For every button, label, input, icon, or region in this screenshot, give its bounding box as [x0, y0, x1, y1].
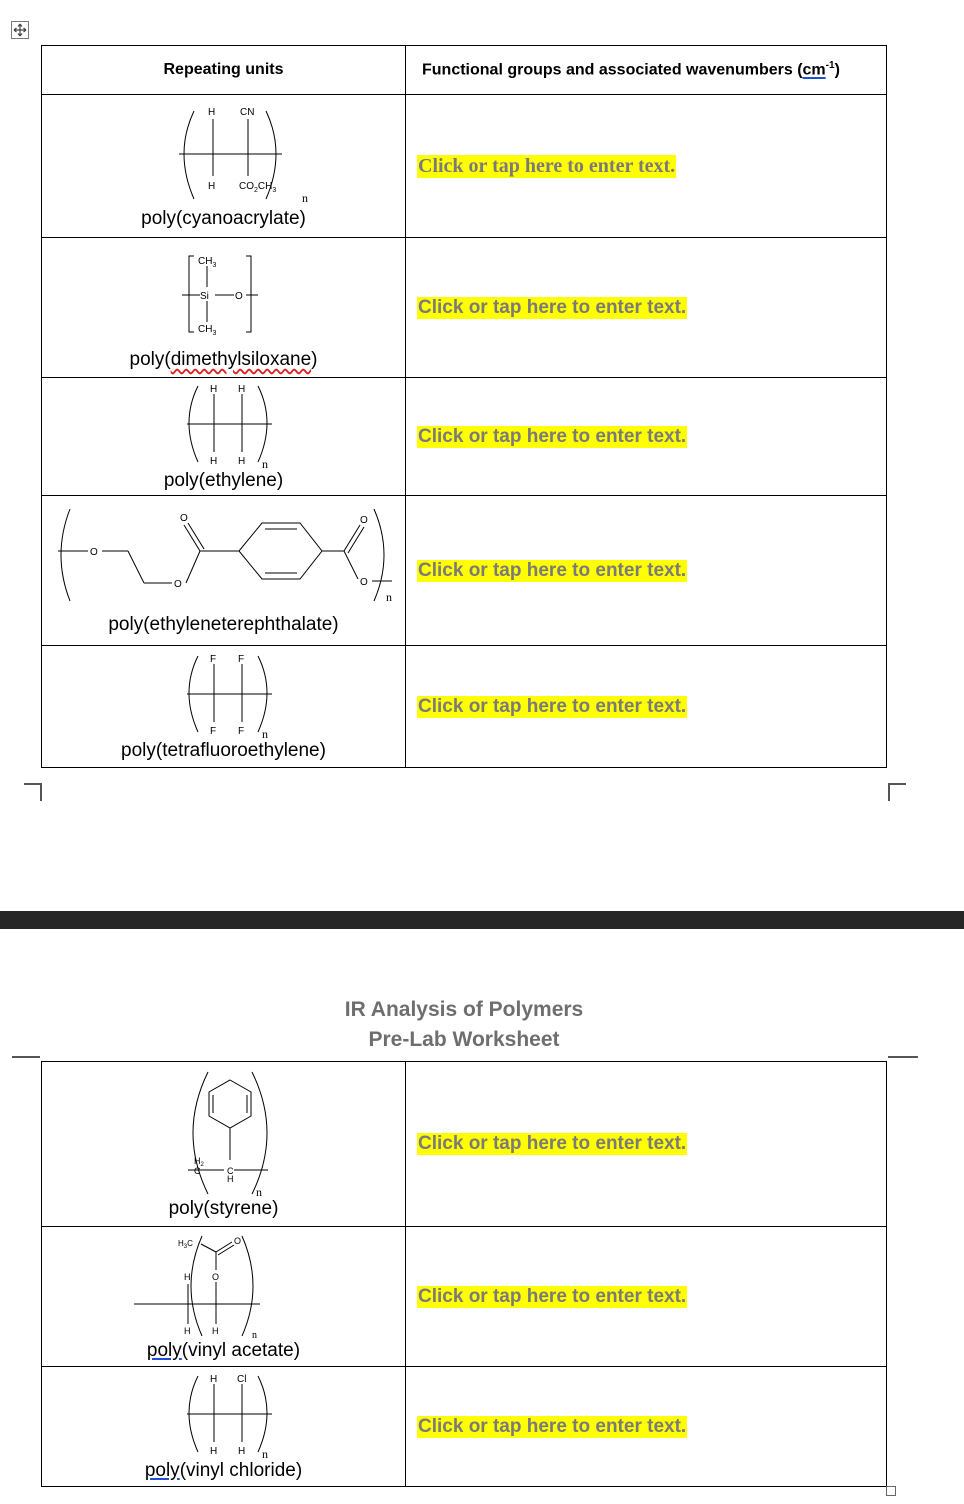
repeating-unit-cell — [42, 378, 406, 496]
atom-label: H — [209, 455, 217, 467]
polymer-name: poly(vinyl acetate) — [146, 1339, 301, 1361]
answer-cell[interactable] — [406, 378, 887, 496]
answer-cell[interactable] — [406, 1062, 887, 1227]
pvc-structure — [134, 1372, 314, 1460]
repeat-n: n — [301, 190, 308, 205]
polymer-table-1 — [41, 45, 887, 768]
polymer-name: poly(ethylene) — [163, 469, 284, 491]
atom-label: F — [209, 653, 216, 665]
atom-label: O — [173, 579, 182, 590]
answer-placeholder[interactable]: Click or tap here to enter text. — [418, 559, 687, 581]
table-resize-handle[interactable] — [886, 1486, 896, 1496]
atom-label: H — [207, 180, 215, 192]
atom-label: O — [359, 515, 368, 526]
atom-label: H — [237, 455, 245, 467]
atom-label: $H_2$ — [193, 1156, 204, 1168]
atom-label: F — [237, 725, 244, 737]
atom-label: H — [209, 1445, 217, 1457]
repeat-n: n — [385, 590, 392, 604]
atom-label: H — [183, 1325, 190, 1336]
header-repeating-units: Repeating units — [42, 46, 406, 95]
repeating-unit-cell — [42, 496, 406, 646]
repeat-n: n — [251, 1329, 257, 1340]
answer-cell[interactable] — [406, 238, 887, 378]
atom-label: H — [237, 383, 245, 395]
polystyrene-structure — [124, 1068, 324, 1198]
polymer-name: poly(ethyleneterephthalate) — [108, 614, 339, 635]
repeating-unit-cell — [42, 646, 406, 768]
crop-mark — [24, 783, 42, 801]
repeating-unit-cell — [42, 1227, 406, 1367]
atom-label: CN — [239, 106, 254, 118]
answer-placeholder[interactable]: Click or tap here to enter text. — [418, 154, 676, 177]
atom-label: O — [179, 513, 188, 524]
atom-label: $CH_3$ — [197, 324, 216, 337]
atom-label: H — [237, 1445, 245, 1457]
table-move-handle[interactable] — [11, 21, 29, 39]
repeat-n: n — [261, 726, 268, 740]
polyvinyl-acetate-structure — [114, 1232, 334, 1340]
polymer-name: poly(vinyl chloride) — [144, 1459, 303, 1481]
answer-cell[interactable] — [406, 646, 887, 768]
atom-label: H — [211, 1325, 218, 1336]
ptfe-structure — [134, 652, 314, 740]
atom-label: H — [209, 383, 217, 395]
crop-mark — [888, 783, 906, 801]
answer-cell[interactable] — [406, 95, 887, 238]
atom-label: $H_3C$ — [177, 1238, 193, 1250]
ethylene-structure — [134, 382, 314, 470]
answer-cell[interactable] — [406, 1367, 887, 1487]
answer-cell[interactable] — [406, 496, 887, 646]
atom-label: Si — [199, 291, 209, 302]
answer-placeholder[interactable]: Click or tap here to enter text. — [418, 695, 687, 717]
answer-placeholder[interactable]: Click or tap here to enter text. — [418, 1285, 687, 1307]
polymer-name: poly(cyanoacrylate) — [141, 207, 306, 229]
atom-label: O — [234, 291, 243, 302]
answer-placeholder[interactable]: Click or tap here to enter text. — [418, 1415, 687, 1437]
page-break — [0, 911, 964, 929]
atom-label: C — [193, 1166, 200, 1176]
atom-label: O — [89, 547, 98, 558]
atom-label: H — [207, 106, 215, 118]
repeating-unit-cell — [42, 1062, 406, 1227]
page-title: IR Analysis of Polymers — [344, 998, 584, 1021]
atom-label: $CO_2CH_3$ — [238, 180, 276, 194]
repeat-n: n — [261, 456, 268, 470]
crop-mark — [12, 1056, 40, 1062]
atom-label: F — [209, 725, 216, 737]
atom-label: Cl — [236, 1373, 246, 1385]
cyanoacrylate-structure — [114, 103, 334, 208]
move-arrows-icon — [13, 23, 27, 37]
answer-cell[interactable] — [406, 1227, 887, 1367]
crop-mark — [888, 1056, 918, 1062]
answer-placeholder[interactable]: Click or tap here to enter text. — [418, 296, 687, 318]
polymer-table-2 — [41, 1061, 887, 1487]
atom-label: H — [226, 1174, 233, 1184]
atom-label: C — [226, 1166, 233, 1176]
polymer-name: poly(styrene) — [168, 1198, 279, 1219]
atom-label: O — [233, 1235, 241, 1246]
repeating-unit-cell — [42, 95, 406, 238]
answer-placeholder[interactable]: Click or tap here to enter text. — [418, 1133, 687, 1154]
pet-structure — [44, 505, 404, 610]
atom-label: H — [183, 1271, 190, 1282]
repeat-n: n — [255, 1185, 262, 1198]
polymer-name: poly(tetrafluoroethylene) — [121, 739, 326, 761]
atom-label: $CH_3$ — [197, 256, 216, 269]
repeating-unit-cell — [42, 1367, 406, 1487]
repeat-n: n — [261, 1446, 268, 1460]
atom-label: F — [237, 653, 244, 665]
atom-label: O — [359, 577, 368, 588]
page-subtitle: Pre-Lab Worksheet — [368, 1028, 560, 1051]
polymer-name: poly(dimethylsiloxane) — [129, 349, 318, 370]
repeating-unit-cell — [42, 238, 406, 378]
atom-label: H — [209, 1373, 217, 1385]
answer-placeholder[interactable]: Click or tap here to enter text. — [418, 425, 687, 447]
dimethylsiloxane-structure — [134, 244, 314, 349]
atom-label: O — [211, 1271, 219, 1282]
header-functional-groups: Functional groups and associated wavenumbers $(cm^{-1})$ — [406, 46, 887, 95]
